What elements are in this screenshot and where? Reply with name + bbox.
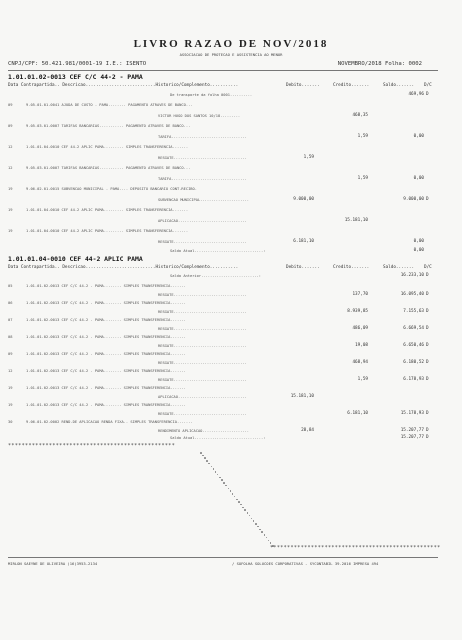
row-debit: 6.181,10 xyxy=(293,238,314,244)
row-description: APLICACAO............................... xyxy=(158,218,247,223)
dot-mark xyxy=(225,485,227,487)
dot-mark xyxy=(255,523,257,525)
row-balance: 0,00 xyxy=(413,238,424,244)
dot-mark xyxy=(259,529,261,531)
row-day: 06 xyxy=(8,301,13,305)
footer-right: / SOFOLHA SOLUCOES CORPORATIVAS - SYCONTABIL 39.2016 IMPRESA 494 xyxy=(232,561,379,566)
dot-mark xyxy=(223,482,225,484)
dot-mark xyxy=(242,507,244,509)
closing-balance: 15.207,77 xyxy=(400,435,424,440)
dot-mark xyxy=(257,526,259,528)
row-description: 1.01.01.04-0010 CEF 44-2 APLIC PAMA......... SIMPLES TRANSFERENCIA....... xyxy=(26,145,189,149)
row-debit: 9.000,00 xyxy=(293,196,314,202)
row-description: 9.06.02.01-0015 SUBVENCAO MUNICIPAL - PAMA.... DEPOSITO BANCARIO CONT.RECIBO. xyxy=(26,187,197,191)
closing-dc: D xyxy=(426,435,429,440)
row-description: RESGATE................................. xyxy=(158,411,247,416)
row-day: 19 xyxy=(8,187,13,191)
row-description: 9.05.01.01-0041 AJUDA DE CUSTO - PAMA........ PAGAMENTO ATRAVES DE BANCO... xyxy=(26,103,193,107)
row-description: RENDIMENTO APLICACAO..................... xyxy=(158,428,250,433)
dot-mark xyxy=(234,496,236,498)
row-credit: 15.181,10 xyxy=(344,217,368,223)
row-description: 1.01.01.02-0013 CEF C/C 44-2 - PAMA........ SIMPLES TRANSFERENCIA....... xyxy=(26,386,186,390)
row-debit: 28,84 xyxy=(301,427,314,433)
column-header-dc: D/C xyxy=(424,265,432,270)
row-day: 19 xyxy=(8,208,13,212)
ledger-title: LIVRO RAZAO DE NOV/2018 xyxy=(133,38,329,50)
column-header-dc: D/C xyxy=(424,83,432,88)
dot-mark xyxy=(270,542,272,544)
opening-label: De transporte da folha 0001.......... xyxy=(170,93,253,97)
row-description: RESGATE................................. xyxy=(158,309,247,314)
row-description: 9.05.03.01-0007 TARIFAS BANCARIAS........... PAGAMENTO ATRAVES DE BANCO... xyxy=(26,166,191,170)
row-credit: 137,70 xyxy=(352,291,368,297)
row-credit: 8.939,85 xyxy=(347,308,368,314)
row-credit: 468,35 xyxy=(352,112,368,118)
separator-stars: ************************************************** xyxy=(270,545,441,551)
account-title: 1.01.01.02-0013 CEF C/C 44-2 - PAMA xyxy=(8,73,143,81)
row-description: SUBVENCAO MUNICIPAL...................... xyxy=(158,197,250,202)
dot-mark xyxy=(219,477,221,479)
row-description: VICTOR HUGO DOS SANTOS 10/18......... xyxy=(158,113,241,118)
row-credit: 19,08 xyxy=(355,342,368,348)
row-day: 09 xyxy=(8,124,13,128)
column-header-balance: Saldo....... xyxy=(383,265,415,270)
row-balance: 7.155,63 xyxy=(403,308,424,314)
row-day: 12 xyxy=(8,166,13,170)
cnpj-line: CNPJ/CPF: 50.421.981/0001-19 I.E.: ISENTO xyxy=(8,61,147,67)
column-header-credit: Credito....... xyxy=(333,265,370,270)
row-balance: 6.650,46 xyxy=(403,342,424,348)
opening-dc: D xyxy=(426,92,429,97)
row-day: 05 xyxy=(8,284,13,288)
dot-mark xyxy=(266,537,268,539)
row-description: 1.01.01.02-0013 CEF C/C 44-2 - PAMA........ SIMPLES TRANSFERENCIA....... xyxy=(26,284,186,288)
dot-mark xyxy=(221,479,223,481)
row-description: 1.01.01.02-0013 CEF C/C 44-2 - PAMA........ SIMPLES TRANSFERENCIA....... xyxy=(26,352,186,356)
opening-balance: 469,96 xyxy=(408,92,424,97)
row-description: 1.01.01.04-0010 CEF 44-2 APLIC PAMA......... SIMPLES TRANSFERENCIA....... xyxy=(26,208,189,212)
account-title: 1.01.01.04-0010 CEF 44-2 APLIC PAMA xyxy=(8,255,143,263)
period-page: NOVEMBRO/2018 Folha: 0002 xyxy=(337,61,422,67)
row-description: APLICACAO............................... xyxy=(158,394,247,399)
dot-mark xyxy=(238,501,240,503)
row-dc: D xyxy=(426,359,429,365)
row-balance: 15.178,93 xyxy=(400,410,424,416)
column-header-left: Data Contrapartida.. Descricao...........................Historico/Complemento........... xyxy=(8,265,239,270)
dot-mark xyxy=(253,520,255,522)
row-balance: 6.669,54 xyxy=(403,325,424,331)
dot-mark xyxy=(206,460,208,462)
row-description: RESGATE................................. xyxy=(158,360,247,365)
dot-mark xyxy=(268,540,270,542)
row-day: 07 xyxy=(8,318,13,322)
row-description: 9.06.01.02-0002 REND.DE APLICACAO RENDA FIXA.. SIMPLES TRANSFERENCIA....... xyxy=(26,420,193,424)
row-balance: 9.000,00 xyxy=(403,196,424,202)
row-description: TARIFA.................................. xyxy=(158,134,247,139)
row-description: TARIFA.................................. xyxy=(158,176,247,181)
closing-balance: 0,00 xyxy=(413,248,424,253)
header-divider xyxy=(8,70,438,71)
dot-mark xyxy=(264,534,266,536)
row-credit: 1,59 xyxy=(357,133,368,139)
row-description: RESGATE................................. xyxy=(158,343,247,348)
row-description: 1.01.01.02-0013 CEF C/C 44-2 - PAMA........ SIMPLES TRANSFERENCIA....... xyxy=(26,403,186,407)
row-balance: 16.095,40 xyxy=(400,291,424,297)
row-dc: D xyxy=(426,291,429,297)
dot-mark xyxy=(228,488,230,490)
dot-mark xyxy=(247,512,249,514)
row-description: 1.01.01.02-0013 CEF C/C 44-2 - PAMA........ SIMPLES TRANSFERENCIA....... xyxy=(26,301,186,305)
organization-name: ASSOCIACAO DE PROTECAO E ASSISTENCIA AO MENOR xyxy=(179,52,283,57)
opening-balance: 16.233,10 xyxy=(400,273,424,278)
dot-mark xyxy=(230,490,232,492)
column-header-balance: Saldo....... xyxy=(383,83,415,88)
row-day: 09 xyxy=(8,103,13,107)
opening-dc: D xyxy=(426,273,429,278)
dot-mark xyxy=(244,509,246,511)
row-day: 09 xyxy=(8,352,13,356)
row-credit: 1,59 xyxy=(357,376,368,382)
row-dc: D xyxy=(426,342,429,348)
dot-mark xyxy=(215,471,217,473)
dot-mark xyxy=(240,504,242,506)
column-header-debit: Debito....... xyxy=(286,265,320,270)
row-dc: D xyxy=(426,410,429,416)
dot-mark xyxy=(232,493,234,495)
row-balance: 0,00 xyxy=(413,175,424,181)
row-debit: 15.181,10 xyxy=(290,393,314,399)
footer-left: MIRLON SAEYNE DE OLIVEIRA (16)3953-2134 xyxy=(8,561,98,566)
row-description: 1.01.01.02-0013 CEF C/C 44-2 - PAMA........ SIMPLES TRANSFERENCIA....... xyxy=(26,318,186,322)
dot-mark xyxy=(208,463,210,465)
row-credit: 468,94 xyxy=(352,359,368,365)
dot-mark xyxy=(211,466,213,468)
dot-mark xyxy=(213,468,215,470)
row-dc: D xyxy=(426,427,429,433)
row-day: 19 xyxy=(8,229,13,233)
dot-mark xyxy=(261,531,263,533)
row-description: 1.01.01.02-0013 CEF C/C 44-2 - PAMA........ SIMPLES TRANSFERENCIA....... xyxy=(26,335,186,339)
closing-label: Saldo Atual...............................: xyxy=(170,249,266,253)
row-balance: 15.207,77 xyxy=(400,427,424,433)
dot-mark xyxy=(204,457,206,459)
row-dc: D xyxy=(426,325,429,331)
row-credit: 6.181,10 xyxy=(347,410,368,416)
row-description: RESGATE................................. xyxy=(158,292,247,297)
row-debit: 1,59 xyxy=(303,154,314,160)
column-header-credit: Credito....... xyxy=(333,83,370,88)
row-day: 30 xyxy=(8,420,13,424)
dot-mark xyxy=(251,518,253,520)
row-balance: 6.180,52 xyxy=(403,359,424,365)
column-header-debit: Debito....... xyxy=(286,83,320,88)
dot-mark xyxy=(200,452,202,454)
row-description: 9.05.03.01-0007 TARIFAS BANCARIAS........... PAGAMENTO ATRAVES DE BANCO... xyxy=(26,124,191,128)
row-day: 19 xyxy=(8,386,13,390)
row-dc: D xyxy=(426,196,429,202)
row-description: RESGATE................................. xyxy=(158,155,247,160)
row-credit: 486,09 xyxy=(352,325,368,331)
row-balance: 0,00 xyxy=(413,133,424,139)
dot-mark xyxy=(236,499,238,501)
dot-mark xyxy=(217,474,219,476)
row-day: 12 xyxy=(8,369,13,373)
row-description: 1.01.01.04-0010 CEF 44-2 APLIC PAMA......... SIMPLES TRANSFERENCIA....... xyxy=(26,229,189,233)
row-dc: D xyxy=(426,308,429,314)
opening-label: Saldo Anterior..........................: xyxy=(170,274,262,278)
row-credit: 1,59 xyxy=(357,175,368,181)
dot-mark xyxy=(202,455,204,457)
row-description: RESGATE................................. xyxy=(158,326,247,331)
row-day: 12 xyxy=(8,145,13,149)
footer-divider xyxy=(8,557,438,558)
dot-mark xyxy=(249,515,251,517)
row-description: RESGATE................................. xyxy=(158,239,247,244)
row-day: 08 xyxy=(8,335,13,339)
closing-label: Saldo Atual...............................: xyxy=(170,436,266,440)
separator-stars: ************************************************* xyxy=(8,443,176,449)
row-day: 19 xyxy=(8,403,13,407)
column-header-left: Data Contrapartida.. Descricao...........................Historico/Complemento........... xyxy=(8,83,239,88)
row-dc: D xyxy=(426,376,429,382)
row-balance: 6.178,93 xyxy=(403,376,424,382)
row-description: 1.01.01.02-0013 CEF C/C 44-2 - PAMA........ SIMPLES TRANSFERENCIA....... xyxy=(26,369,186,373)
row-description: RESGATE................................. xyxy=(158,377,247,382)
